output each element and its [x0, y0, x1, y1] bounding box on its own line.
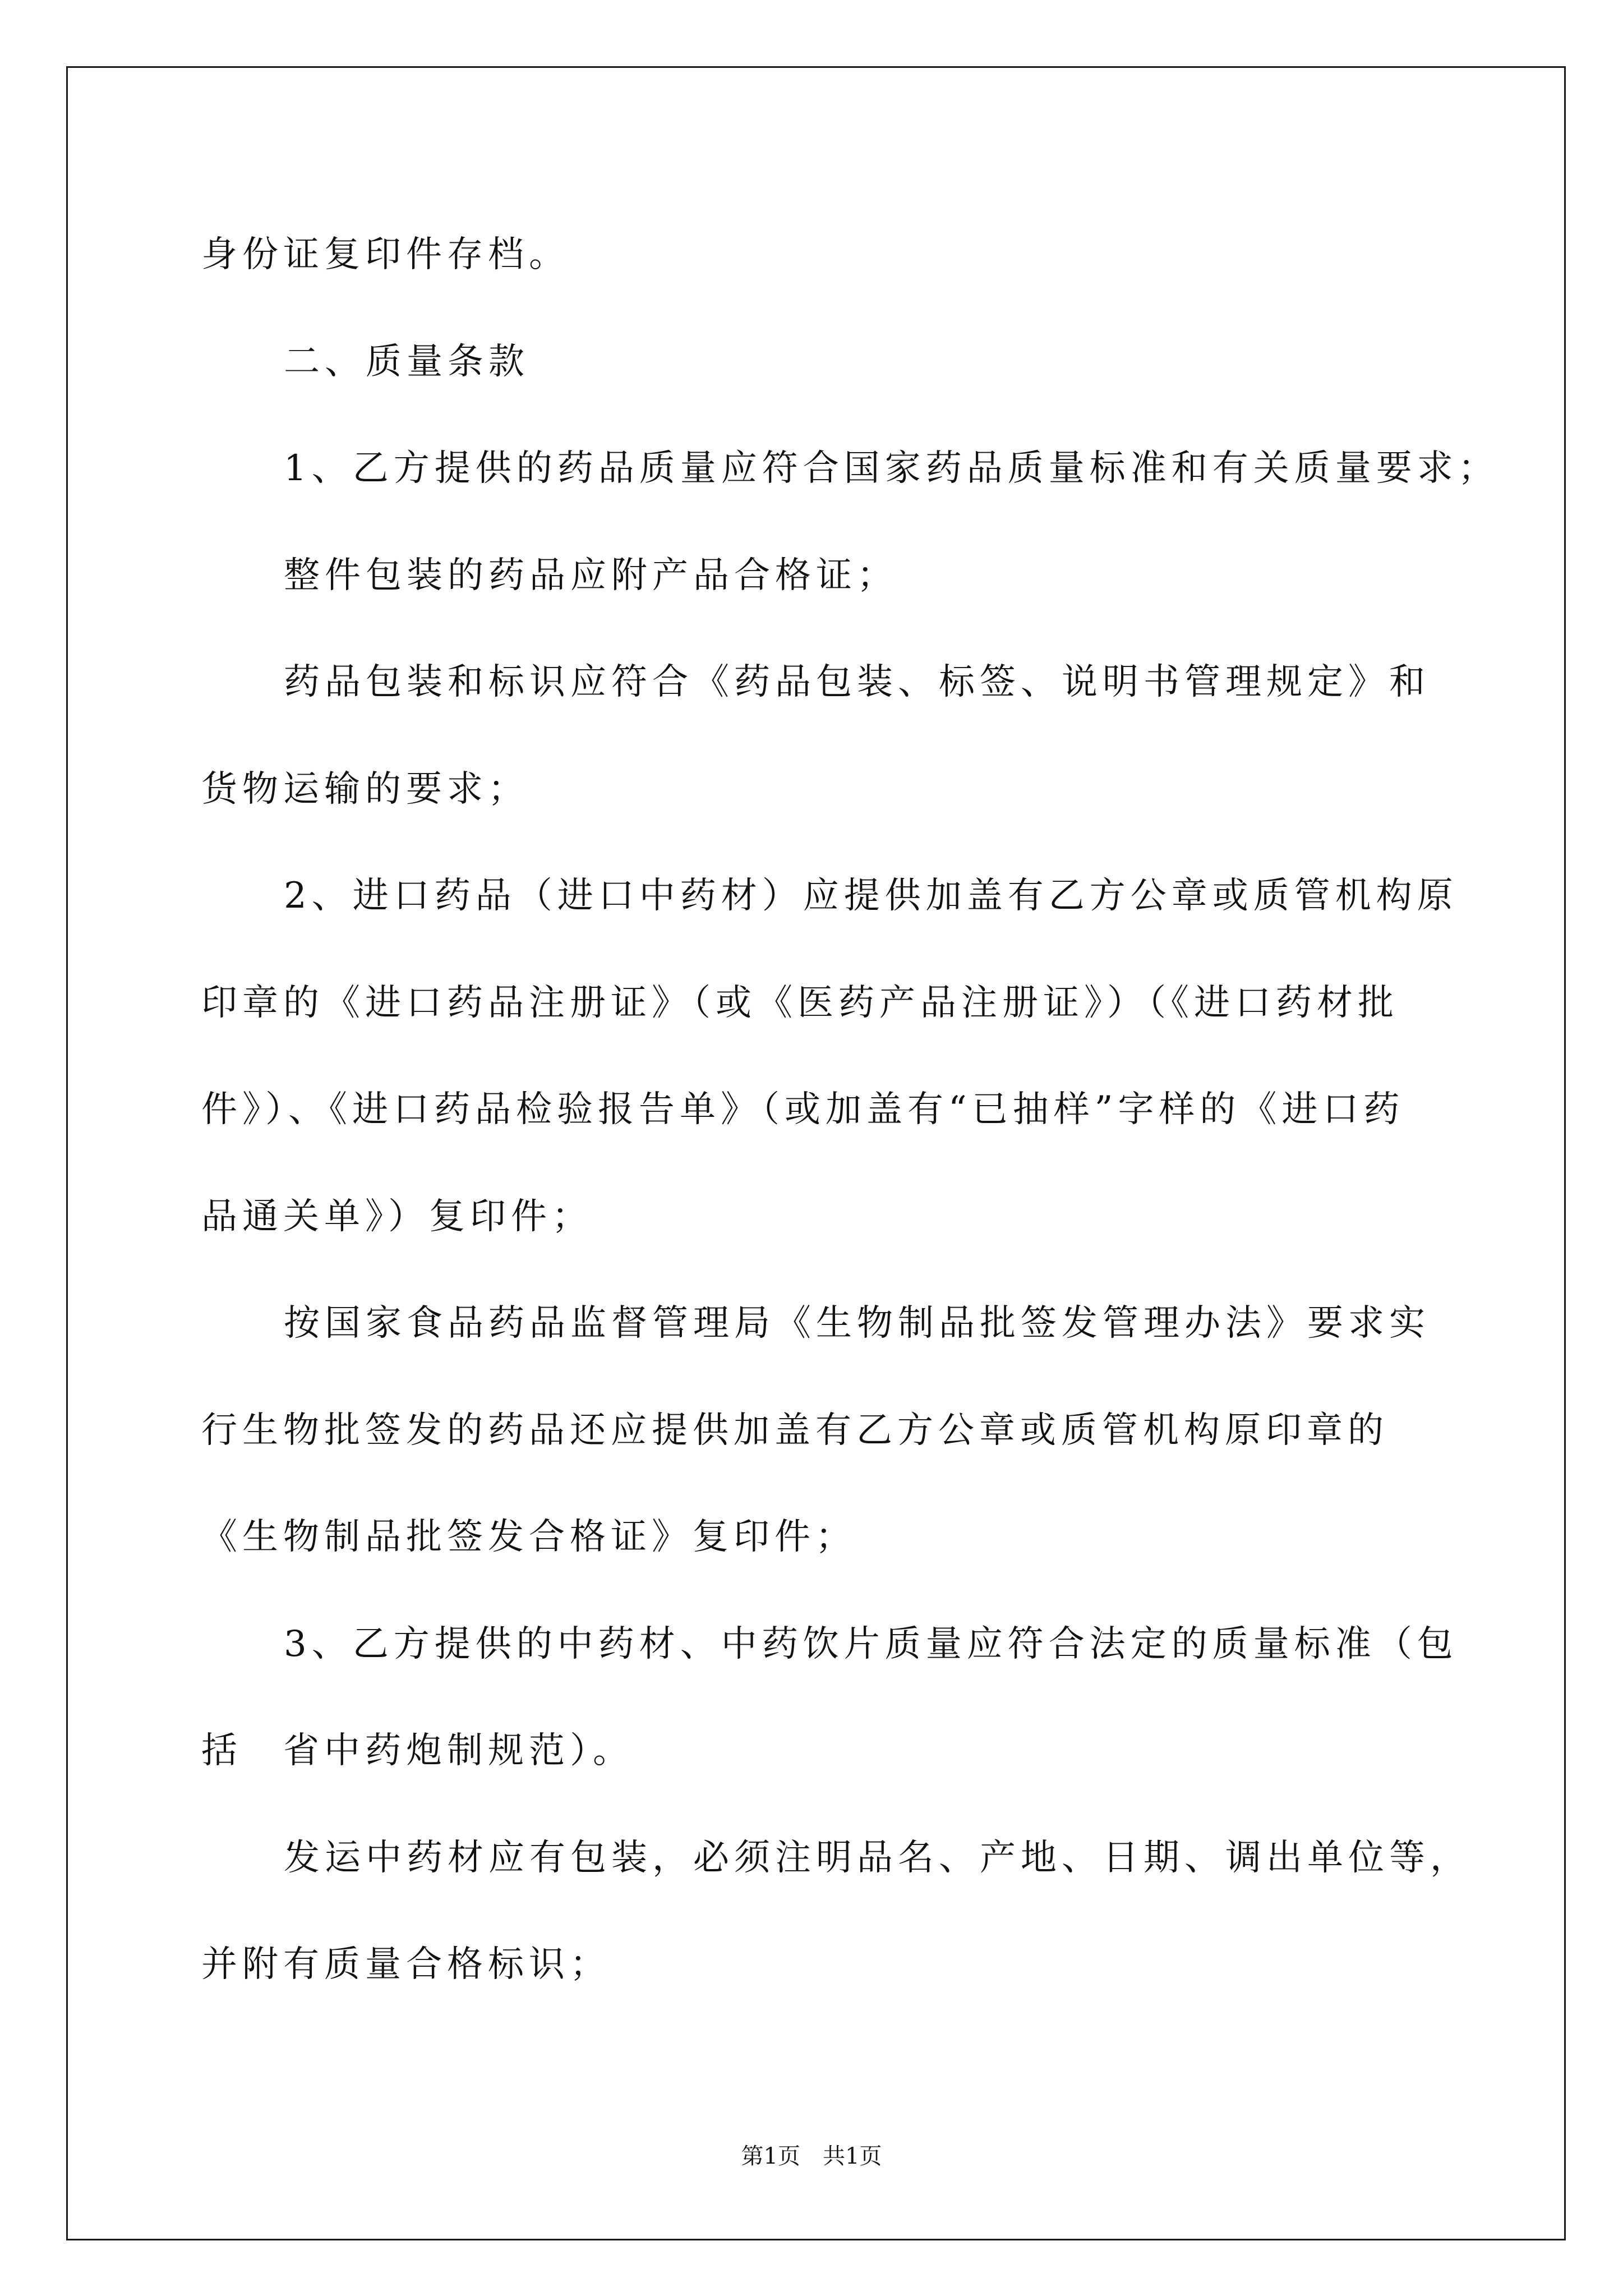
- text-line: 品通关单》）复印件；: [201, 1195, 593, 1237]
- paragraph: [201, 629, 1559, 843]
- paragraph: [201, 1270, 1559, 1591]
- paragraph-continued: [201, 201, 1559, 309]
- paragraph: [201, 415, 1559, 522]
- text-line: 身份证复印件存档。: [201, 234, 570, 275]
- text-line: 印章的《进口药品注册证》（或《医药产品注册证》）（《进口药材批: [201, 982, 1399, 1024]
- paragraph: [201, 522, 1559, 629]
- text-line: 并附有质量合格标识；: [201, 1944, 611, 1985]
- text-line: 发运中药材应有包装，必须注明品名、产地、日期、调出单位等，: [284, 1837, 1471, 1879]
- text-line: 药品包装和标识应符合《药品包装、标签、说明书管理规定》和: [284, 661, 1430, 703]
- text-line: 行生物批签发的药品还应提供加盖有乙方公章或质管机构原印章的: [201, 1409, 1389, 1451]
- section-heading: [201, 309, 1559, 416]
- text-line: 括 省中药炮制规范）。: [201, 1730, 634, 1772]
- text-line: 《生物制品批签发合格证》复印件；: [201, 1516, 856, 1558]
- paragraph: [201, 1805, 1559, 2018]
- section-heading-text: 二、质量条款: [284, 341, 529, 383]
- paragraph: [201, 843, 1559, 1270]
- text-line: 件》）、《进口药品检验报告单》（或加盖有“已抽样”字样的《进口药: [201, 1089, 1405, 1130]
- text-line: 2、进口药品（进口中药材）应提供加盖有乙方公章或质管机构原: [284, 875, 1458, 917]
- text-line: 整件包装的药品应附产品合格证；: [284, 554, 898, 596]
- text-line: 1、乙方提供的药品质量应符合国家药品质量标准和有关质量要求；: [284, 448, 1499, 489]
- page-footer: 第1页 共1页: [741, 2143, 882, 2169]
- text-line: 货物运输的要求；: [201, 768, 529, 810]
- text-line: 3、乙方提供的中药材、中药饮片质量应符合法定的质量标准（包: [284, 1623, 1458, 1665]
- document-body: [201, 201, 1559, 2018]
- text-line: 按国家食品药品监督管理局《生物制品批签发管理办法》要求实: [284, 1303, 1430, 1344]
- paragraph: [201, 1591, 1559, 1805]
